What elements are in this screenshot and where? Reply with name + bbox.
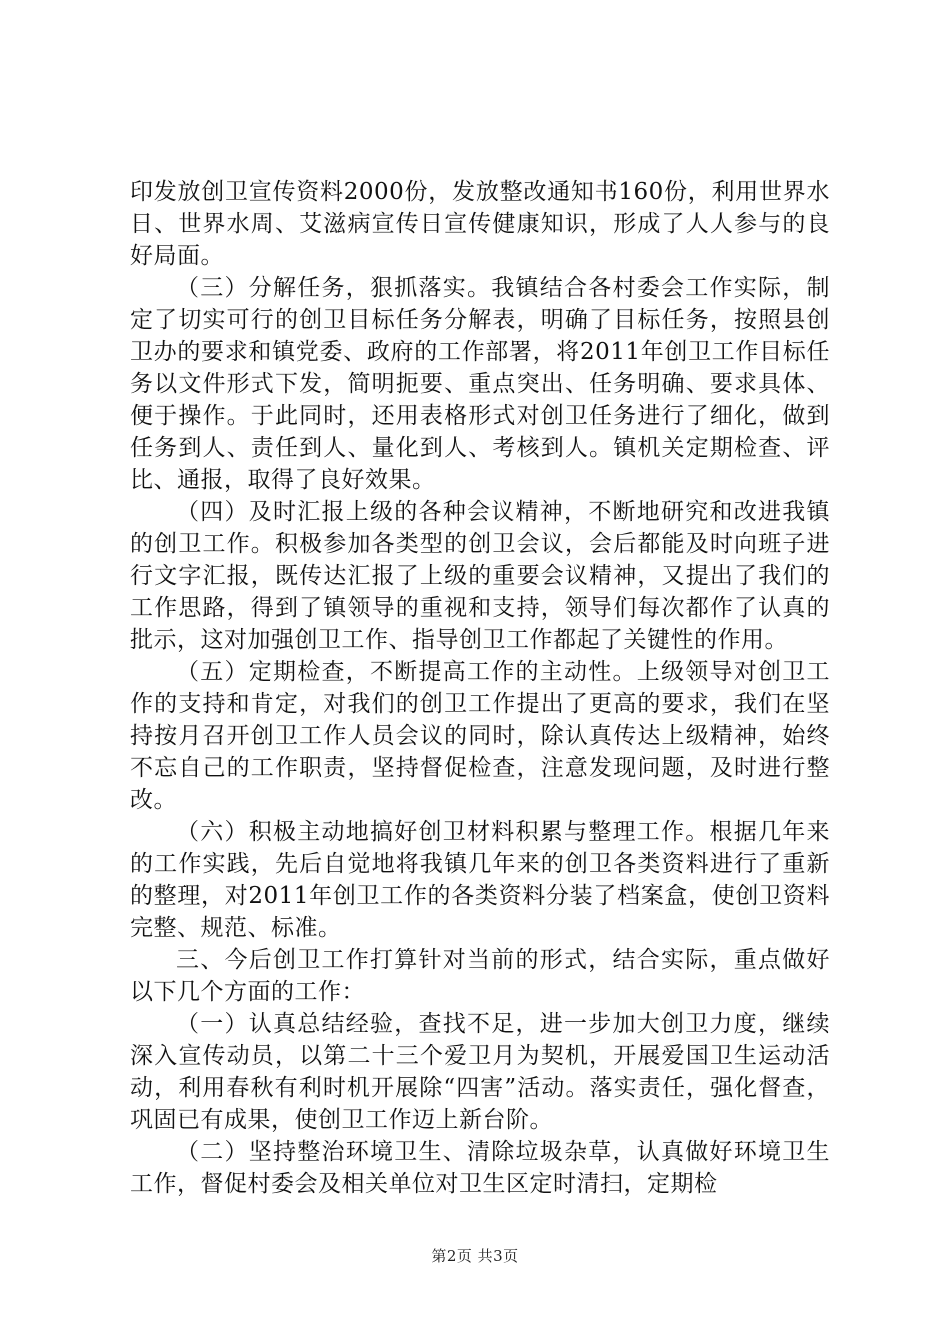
paragraph-section-3: （三）分解任务，狠抓落实。我镇结合各村委会工作实际，制定了切实可行的创卫目标任务分解表，明确了目标任务，按照县创卫办的要求和镇党委、政府的工作部署，将2011年创卫工作目标任务以文件形式下发，简明扼要、重点突出、任务明确、要求具体、便于操作。于此同时，还用表格形式对创卫任务进行了细化，做到任务到人、责任到人、量化到人、考核到人。镇机关定期检查、评比、通报，取得了良好效果。 bbox=[130, 275, 830, 493]
paragraph-plan-1: （一）认真总结经验，查找不足，进一步加大创卫力度，继续深入宣传动员，以第二十三个爱卫月为契机，开展爱国卫生运动活动，利用春秋有利时机开展除“四害”活动。落实责任，强化督查，巩固已有成果，使创卫工作迈上新台阶。 bbox=[130, 1011, 830, 1133]
paragraph-heading-plans: 三、今后创卫工作打算针对当前的形式，结合实际，重点做好以下几个方面的工作： bbox=[130, 947, 830, 1005]
paragraph-plan-2: （二）坚持整治环境卫生、清除垃圾杂草，认真做好环境卫生工作，督促村委会及相关单位对卫生区定时清扫，定期检 bbox=[130, 1139, 830, 1197]
paragraph-continued: 印发放创卫宣传资料2000份，发放整改通知书160份，利用世界水日、世界水周、艾滋病宣传日宣传健康知识，形成了人人参与的良好局面。 bbox=[130, 179, 830, 269]
paragraph-section-4: （四）及时汇报上级的各种会议精神，不断地研究和改进我镇的创卫工作。积极参加各类型的创卫会议，会后都能及时向班子进行文字汇报，既传达汇报了上级的重要会议精神，又提出了我们的工作思路，得到了镇领导的重视和支持，领导们每次都作了认真的批示，这对加强创卫工作、指导创卫工作都起了关键性的作用。 bbox=[130, 499, 830, 653]
paragraph-section-6: （六）积极主动地搞好创卫材料积累与整理工作。根据几年来的工作实践，先后自觉地将我镇几年来的创卫各类资料进行了重新的整理，对2011年创卫工作的各类资料分装了档案盒，使创卫资料完整、规范、标准。 bbox=[130, 819, 830, 941]
page-footer: 第2页 共3页 bbox=[431, 1247, 519, 1265]
paragraph-section-5: （五）定期检查，不断提高工作的主动性。上级领导对创卫工作的支持和肯定，对我们的创卫工作提出了更高的要求，我们在坚持按月召开创卫工作人员会议的同时，除认真传达上级精神，始终不忘自己的工作职责，坚持督促检查，注意发现问题，及时进行整改。 bbox=[130, 659, 830, 813]
document-body bbox=[130, 176, 830, 1200]
